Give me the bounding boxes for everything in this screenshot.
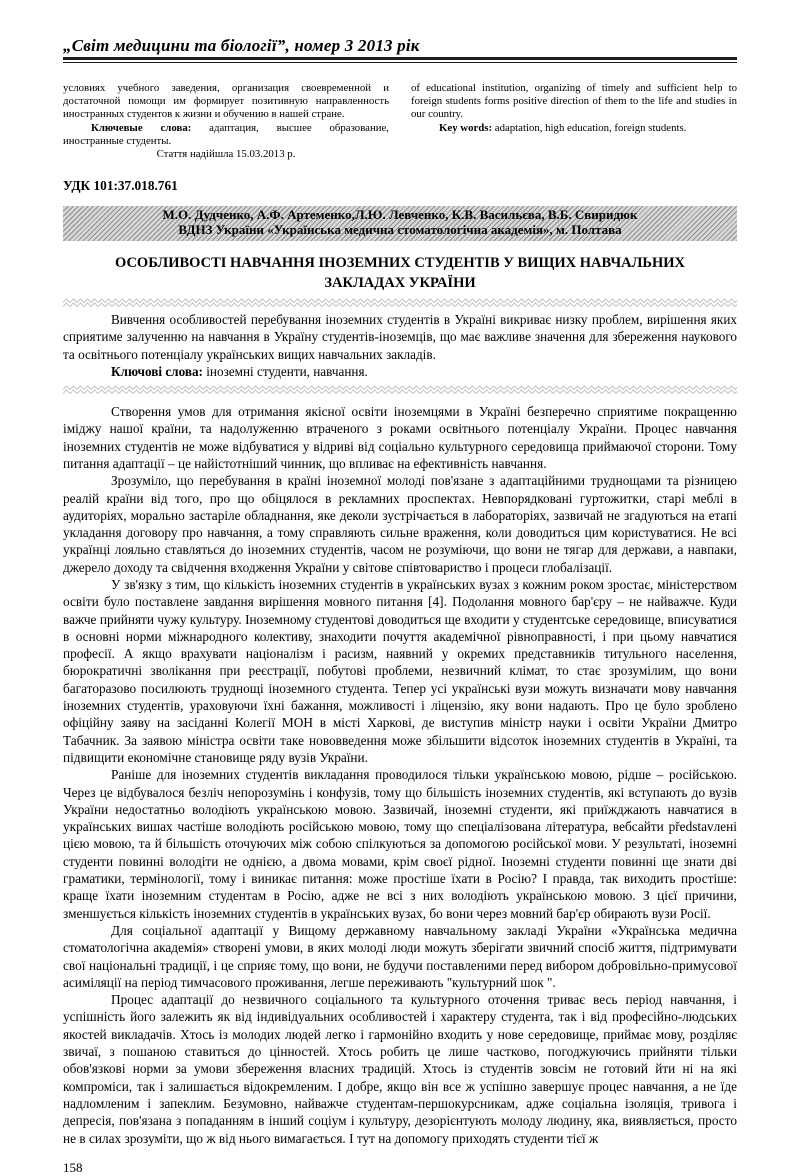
- article-paragraph: Раніше для іноземних студентів викладання проводилося тільки українською мовою, рідше – російською. Через це відбувалося безліч непорозумінь і конфузів, тому що більшість іноземних студентів, які вступають до вузів України недостатньо володіють українською мовою. Зазвичай, іноземні студенти, які приїжджають навчатися в українських вишах частіше володіють російською мовою, тому що спеціалізована література, вебсайти představлені цією мовою, та й більшість оточуючих між собою спілкуються за допомогою російської мови. У результаті, іноземні студенти повинні володіти не однією, а двома мовами, крім своєї рідної. Іноземні студенти повинні ще знати дві граматики, термінології, тому і виникає питання: може простіше їхати в Росію? І правда, так виходить простіше: краще їхати іноземним студентам в Росію, адже не всі з них володіють українською мовою. З цієї причини, зменшується кількість іноземних студентів в українських вузах, бо вони через мовний бар'єр обирають вузи Росії.: [63, 767, 737, 921]
- keywords-label-en: Key words:: [439, 121, 493, 134]
- article-paragraph: Зрозуміло, що перебування в країні іноземної молоді пов'язане з адаптаційними труднощами та різницею реалій країни від того, про що обіцялося в рекламних проспектах. Невпорядковані гуртожитки, старі меблі в аудиторіях, морально застаріле обладнання, яке деколи зустрічається в лабораторіях, зазвичай не згадуються на етапі укладання договору про навчання, а тому справляють сильне враження, коли доводиться цим користуватися. Не всі українці лояльно ставляться до іноземних студентів, часом не розуміючи, що вони не тягар для держави, а навпаки, джерело доходу та свідчення входження України у світове співтовариство і процеси глобалізації.: [63, 473, 737, 575]
- article-keywords: іноземні студенти, навчання.: [202, 363, 368, 379]
- resume-text-ru: условиях учебного заведения, организация своевременной и достаточной помощи им формирует позитивную направленность иностранных студентов к жизни и обучению в нашей стране.: [63, 82, 389, 121]
- article-paragraph: У зв'язку з тим, що кількість іноземних студентів в українських вузах з кожним роком зростає, міністерством освіти було поставлене завдання вирішення мовного питання [4]. Подолання мовного бар'єру – не найважче. Куди важче прийняти чужу культуру. Іноземному студентові доводиться ще входити у студентське середовище, вписуватися в основні норми міжнародного колективу, знаходити почуття академічної рівноправності, і при цьому навчатися професії. А якщо врахувати націоналізм і расизм, наявний у окремих представників титульного населення, бюрократичні зволікання при реєстрації, побутові проблеми, незвичний клімат, то стає зрозумілим, що вони багаторазово посилюють труднощі іноземного студента. Тепер усі українські вузи можуть визначати мову навчання іноземних студентів, ураховуючи їхні бажання, можливості і ліцензію, яку вони надають. Про це було зроблено офіційну заяву на засіданні Колегії МОН в місті Харкові, де виступив міністр науки і освіти України Дмитро Табачник. За заявою міністра освіти таке нововведення може збільшити відсоток іноземних студентів в Україні, та підвищити економічне становище ряду вузів України.: [63, 577, 737, 765]
- keywords-label-ru: Ключевые слова:: [91, 121, 192, 134]
- resume-text-en: of educational institution, organizing of timely and sufficient help to foreign students forms positive direction of them to the life and studies in our country.: [411, 82, 737, 121]
- article-paragraph: Процес адаптації до незвичного соціального та культурного оточення триває весь період навчання, і успішність його залежить як від індивідуальних особливостей і характеру студента, так і від професійно-людських якостей викладачів. Хтось із молодих людей легко і гармонійно входить у нове середовище, приймає мову, розділяє звичаї, з пошаною ставиться до цінностей. Хтось робить це лише частково, погоджуючись прийняти тільки обов'язкові норми за умови збереження власних традицій. Хтось із студентів зовсім не готовий йти ні на які компроміси, так і залишається відокремленим. І добре, якщо він все ж успішно завершує процес навчання, а не їде надломленим і запеклим. Безумовно, найважче студентам-першокурсникам, адже соціальна ізоляція, тривога і депресія, пов'язана з попаданням в інший соціум і культуру, дезорієнтують молоду людину, яка, виявляється, просто не в силах зрозуміти, що ж від нього вимагається. І тут на допомогу приходять студенти тієї ж: [63, 992, 737, 1146]
- keywords-ru: адаптация, высшее образование, иностранные студенты.: [63, 121, 389, 147]
- abstract-text: Вивчення особливостей перебування іноземних студентів в Україні викриває низку проблем, вирішення яких сприятиме залученню на навчання в Україну студентів-іноземців, що має важливе значення для збереження наукового та освітнього потенціалу українських вищих навчальних закладів.: [63, 312, 737, 362]
- abstract-block: [63, 311, 737, 380]
- keywords-line-ru: [63, 122, 389, 148]
- journal-running-head: „Світ медицини та біології”, номер 3 2013 рік: [63, 36, 420, 55]
- zigzag-divider: [63, 298, 737, 307]
- article-body: [63, 403, 737, 1147]
- udk-code: УДК 101:37.018.761: [63, 178, 178, 194]
- article-keywords-line: [63, 363, 737, 380]
- zigzag-divider: [63, 385, 737, 394]
- article-title: ОСОБЛИВОСТІ НАВЧАННЯ ІНОЗЕМНИХ СТУДЕНТІВ У ВИЩИХ НАВЧАЛЬНИХ ЗАКЛАДАХ УКРАЇНИ: [115, 255, 685, 292]
- authors-line: М.О. Дудченко, А.Ф. Артеменко,Л.Ю. Левченко, К.В. Васильєва, В.Б. Свиридюк: [162, 207, 638, 223]
- received-date-line: Стаття надійшла 15.03.2013 р.: [156, 148, 296, 161]
- article-paragraph: Створення умов для отримання якісної освіти іноземцями в Україні безперечно сприятиме покращенню іміджу нашої країни, та надолуженню втраченого з роками освітнього потенціалу України. Процес навчання іноземних студентів не може відбуватися у відриві від соціально культурного середовища приймаючої сторони. Тому питання адаптації – це найістотніший чинник, що впливає на ефективність навчання.: [63, 404, 737, 471]
- keywords-en: adaptation, high education, foreign students.: [492, 121, 687, 134]
- affiliation-line: ВДНЗ України «Українська медична стоматологічна академія», м. Полтава: [178, 221, 622, 237]
- article-paragraph: Для соціальної адаптації у Вищому державному навчальному закладі України «Українська медична стоматологічна академія» створені умови, в яких молоді люди можуть зберігати звичний спосіб життя, підтримувати свої національні традиції, і це сприяє тому, що вони, не будучи поставленими перед вибором добровільно-примусової асиміляції на період тимчасового проживання, легше переживають "культурний шок ".: [63, 922, 737, 990]
- authors-banner: [63, 206, 737, 241]
- resume-column-english: [411, 82, 737, 161]
- article-keywords-label: Ключові слова:: [111, 363, 203, 379]
- keywords-line-en: [411, 122, 737, 135]
- header-double-rule: [63, 57, 737, 63]
- page-number: 158: [63, 1159, 83, 1175]
- resume-column-russian: [63, 82, 389, 161]
- bilingual-resume: [63, 82, 737, 161]
